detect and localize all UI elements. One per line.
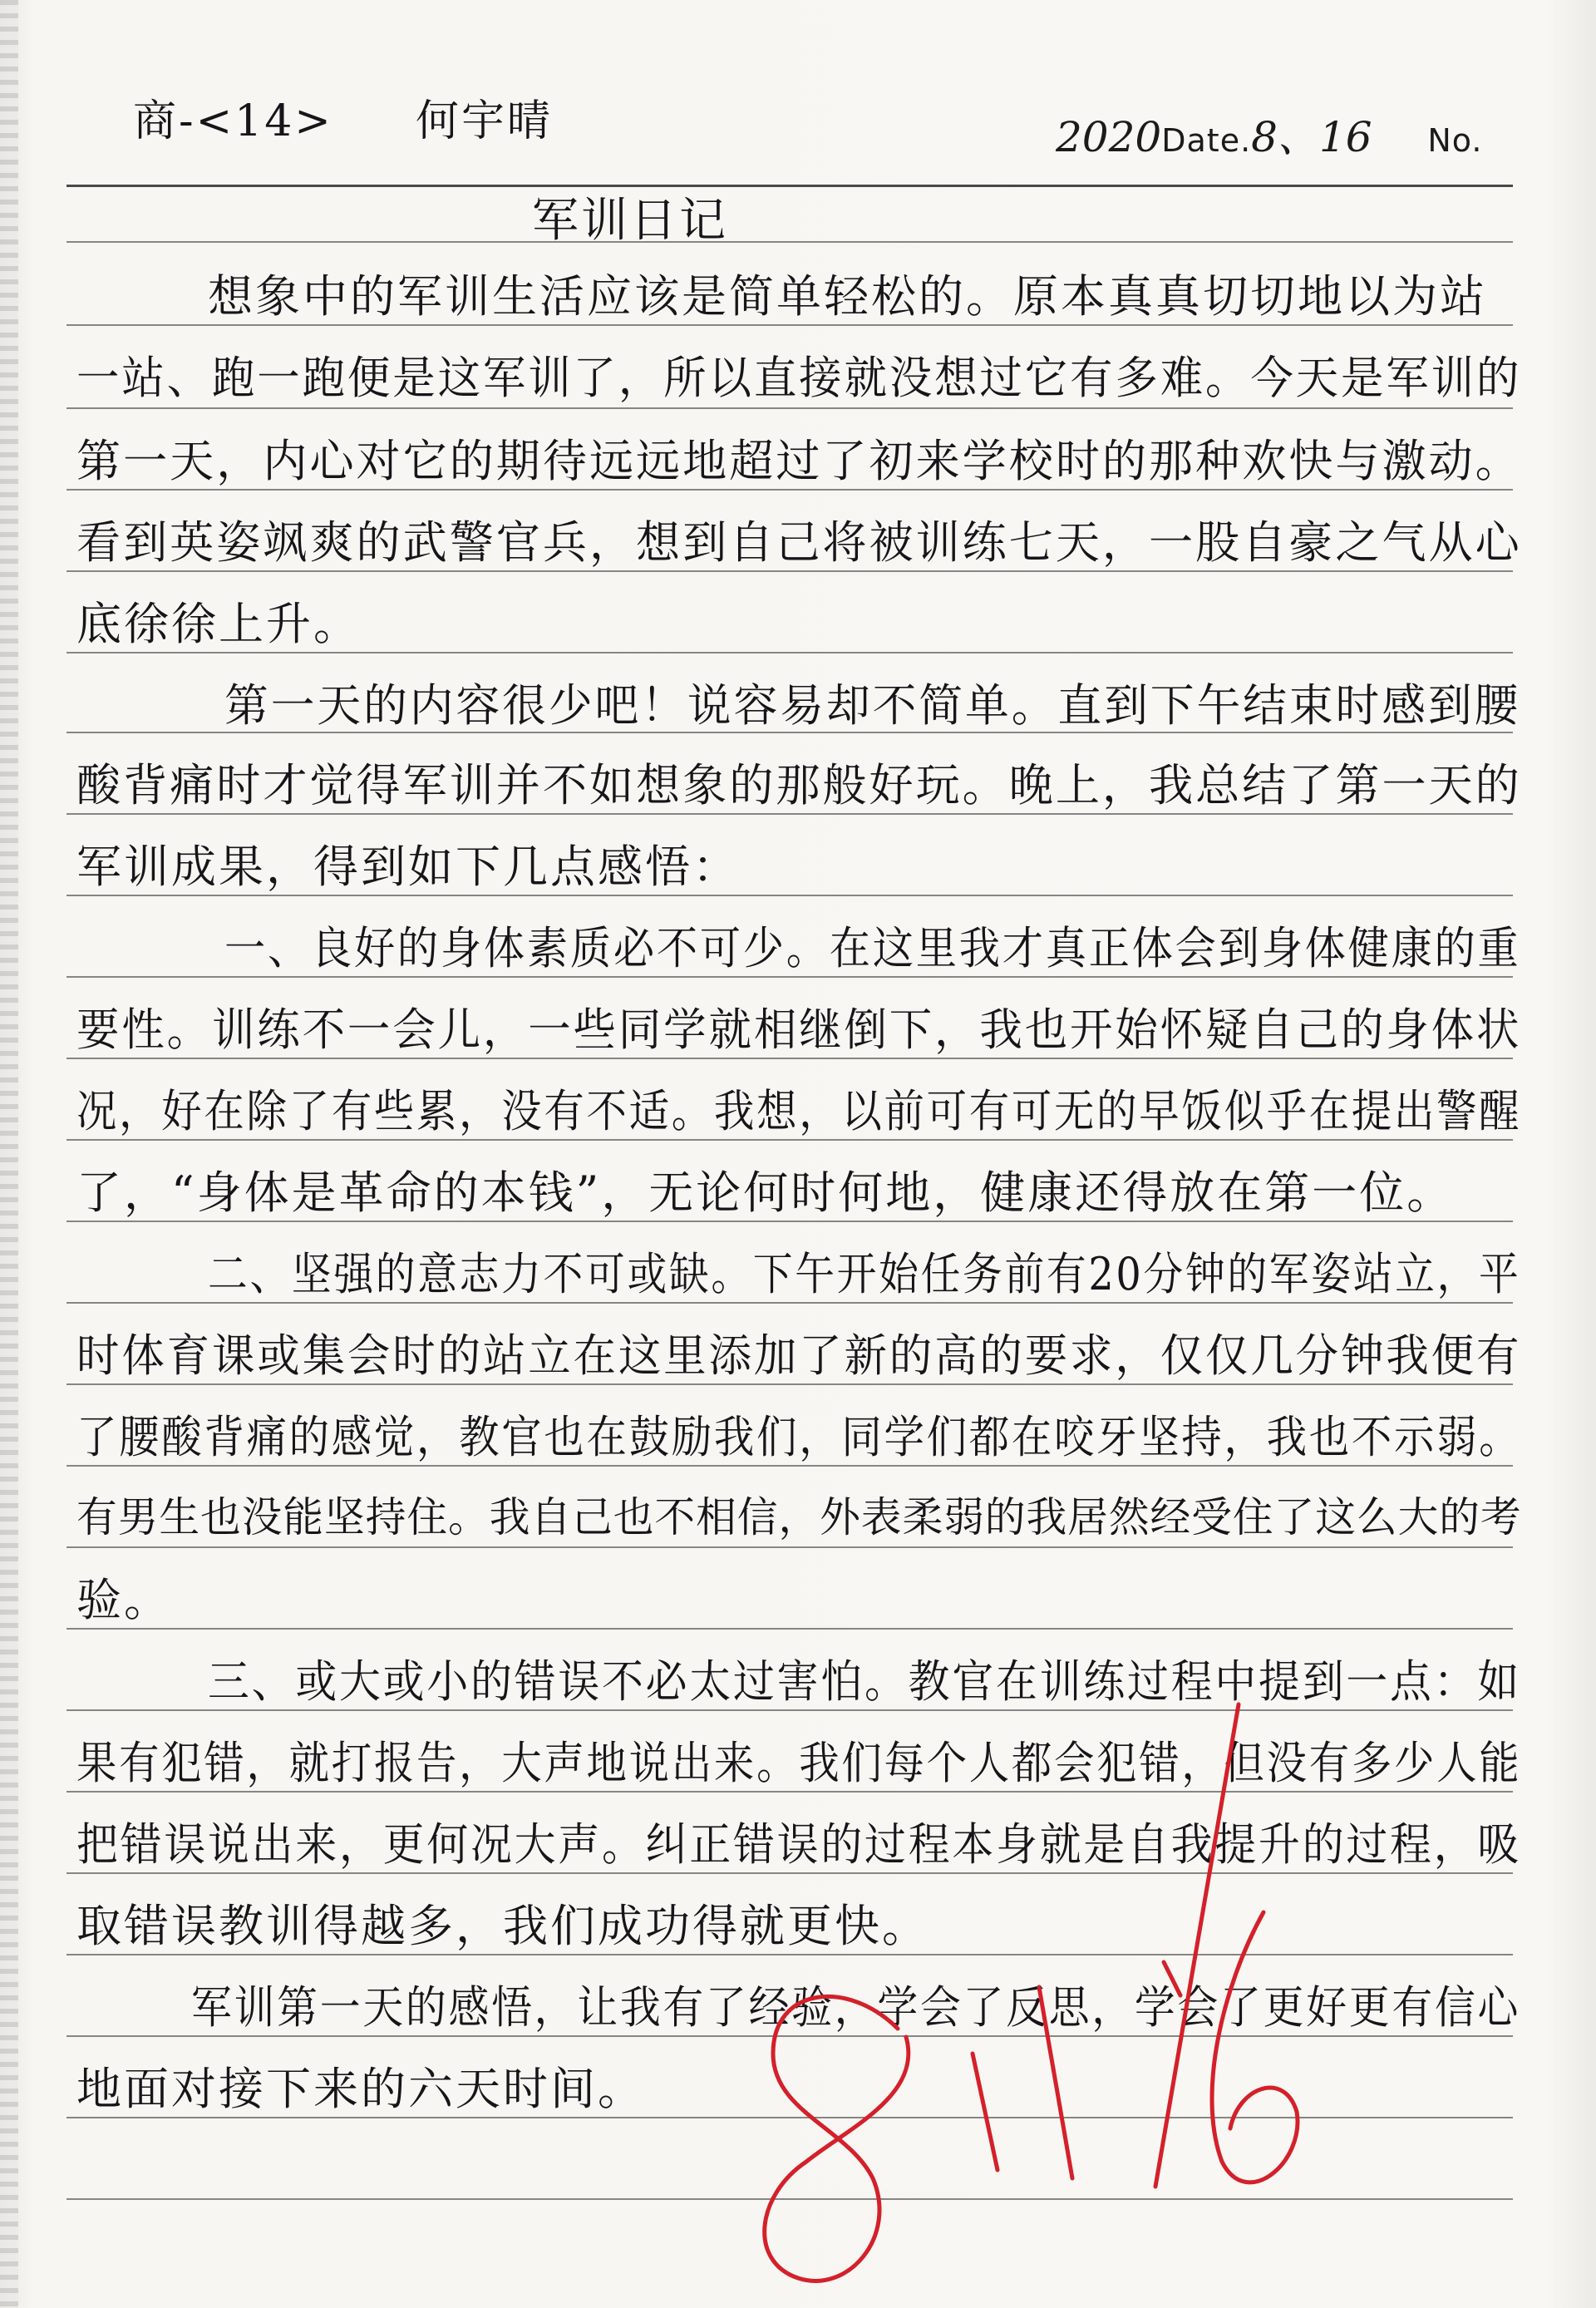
notebook-binding-edge xyxy=(0,0,18,2308)
ruled-line xyxy=(66,2035,1513,2037)
number-label: No. xyxy=(1427,122,1483,159)
ruled-line xyxy=(66,652,1513,653)
red-tick-stroke xyxy=(973,2054,998,2170)
text-line: 地面对接下来的六天时间。 xyxy=(76,2063,645,2115)
text-line: 第一天，内心对它的期待远远地超过了初来学校时的那种欢快与激动。 xyxy=(76,435,1522,487)
ruled-line xyxy=(66,1465,1513,1467)
date-year: 2020 xyxy=(1056,113,1162,161)
text-line: 一站、跑一跑便是这军训了，所以直接就没想过它有多难。今天是军训的 xyxy=(76,352,1522,404)
text-line: 三、或大或小的错误不必太过害怕。教官在训练过程中提到一点：如 xyxy=(208,1655,1522,1708)
text-line: 二、坚强的意志力不可或缺。下午开始任务前有20分钟的军姿站立，平 xyxy=(208,1248,1521,1300)
ruled-line xyxy=(66,813,1513,815)
ruled-line xyxy=(66,976,1513,978)
text-line: 要性。训练不一会儿，一些同学就相继倒下，我也开始怀疑自己的身体状 xyxy=(76,1004,1522,1056)
ruled-line xyxy=(66,1546,1513,1548)
text-line: 军训成果，得到如下几点感悟： xyxy=(76,841,740,893)
ruled-line xyxy=(66,732,1513,733)
ruled-line xyxy=(66,241,1513,243)
ruled-line xyxy=(66,407,1513,409)
text-line: 有男生也没能坚持住。我自己也不相信，外表柔弱的我居然经受住了这么大的考 xyxy=(76,1493,1522,1541)
text-line: 底徐徐上升。 xyxy=(76,598,361,650)
red-digit-6 xyxy=(1212,1912,1298,2182)
ruled-line xyxy=(66,1383,1513,1385)
text-line: 取错误教训得越多，我们成功得就更快。 xyxy=(76,1900,929,1952)
ruled-line xyxy=(66,1058,1513,1059)
date-label: Date. xyxy=(1161,122,1252,159)
text-line: 了腰酸背痛的感觉，教官也在鼓励我们，同学们都在咬牙坚持，我也不示弱。 xyxy=(76,1411,1522,1463)
text-line: 况，好在除了有些累，没有不适。我想，以前可有可无的早饭似乎在提出警醒 xyxy=(76,1085,1522,1137)
ruled-line xyxy=(66,1709,1513,1711)
text-line: 看到英姿飒爽的武警官兵，想到自己将被训练七天，一股自豪之气从心 xyxy=(76,516,1522,569)
ruled-line xyxy=(66,1139,1513,1141)
text-line: 果有犯错，就打报告，大声地说出来。我们每个人都会犯错，但没有多少人能 xyxy=(76,1737,1522,1789)
text-line: 时体育课或集会时的站立在这里添加了新的高的要求，仅仅几分钟我便有 xyxy=(76,1329,1522,1382)
text-line: 一、良好的身体素质必不可少。在这里我才真正体会到身体健康的重 xyxy=(224,922,1521,974)
ruled-line xyxy=(66,2117,1513,2118)
ruled-line xyxy=(66,1954,1513,1955)
header-rule xyxy=(66,185,1513,187)
class-name: 商-<14> xyxy=(133,96,333,146)
ruled-line xyxy=(66,2198,1513,2200)
ruled-line xyxy=(66,1302,1513,1304)
text-line: 军训第一天的感悟，让我有了经验，学会了反思，学会了更好更有信心 xyxy=(191,1981,1521,2034)
text-line: 想象中的军训生活应该是简单轻松的。原本真真切切地以为站 xyxy=(208,270,1487,323)
ruled-line xyxy=(66,1872,1513,1874)
ruled-line xyxy=(66,324,1513,326)
ruled-line xyxy=(66,1628,1513,1630)
date-day: 8、16 xyxy=(1251,113,1372,161)
student-name: 何宇晴 xyxy=(415,96,553,146)
text-line: 酸背痛时才觉得军训并不如想象的那般好玩。晚上，我总结了第一天的 xyxy=(76,759,1522,811)
text-line: 了，“身体是革命的本钱”，无论何时何地，健康还得放在第一位。 xyxy=(76,1166,1455,1219)
student-header xyxy=(133,96,553,146)
ruled-line xyxy=(66,895,1513,896)
red-digit-8 xyxy=(765,1996,909,2281)
ruled-line xyxy=(66,1221,1513,1222)
page-title: 军训日记 xyxy=(532,194,728,248)
ruled-line xyxy=(66,489,1513,491)
text-line: 第一天的内容很少吧！说容易却不简单。直到下午结束时感到腰 xyxy=(224,679,1521,732)
ruled-line xyxy=(66,1791,1513,1793)
date-field xyxy=(1056,113,1483,161)
text-line: 把错误说出来，更何况大声。纠正错误的过程本身就是自我提升的过程，吸 xyxy=(76,1818,1522,1871)
ruled-line xyxy=(66,570,1513,572)
text-line: 验。 xyxy=(76,1574,171,1626)
